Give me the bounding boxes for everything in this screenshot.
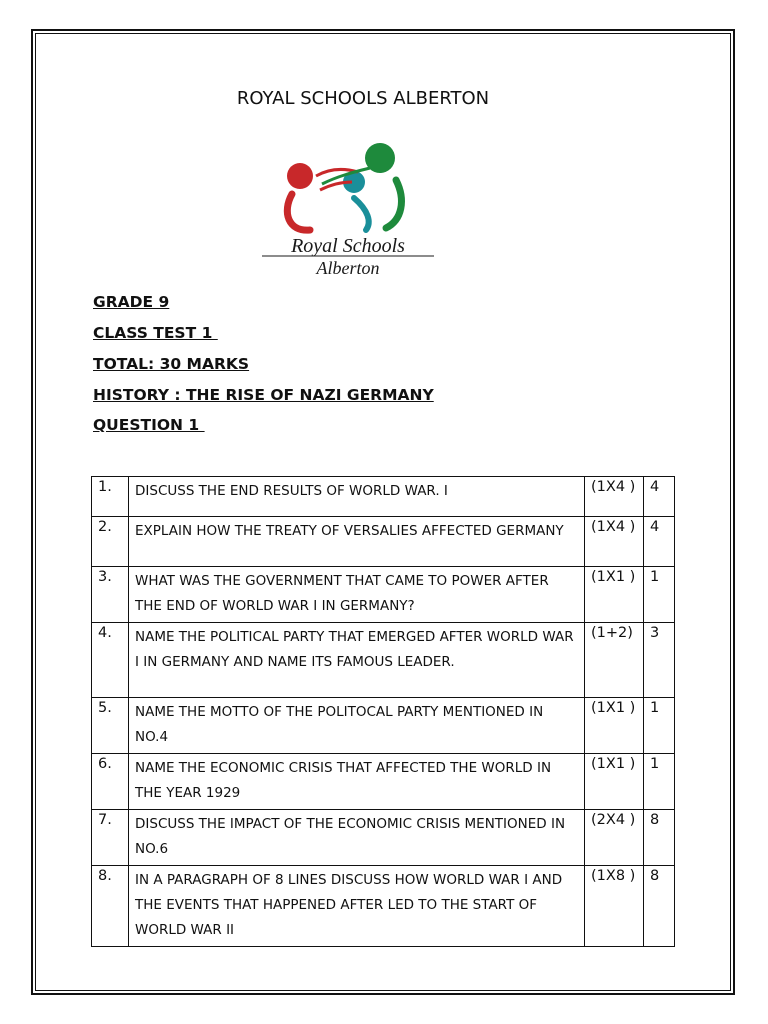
question-text: WHAT WAS THE GOVERNMENT THAT CAME TO POWER AFTER THE END OF WORLD WAR I IN GERMANY? (129, 567, 585, 623)
question-marks: 1 (644, 754, 675, 810)
school-logo (256, 138, 440, 288)
question-row (92, 754, 675, 810)
mark-allocation: (1X1 ) (585, 567, 644, 623)
question-marks: 8 (644, 866, 675, 947)
question-row (92, 866, 675, 947)
question-text: DISCUSS THE END RESULTS OF WORLD WAR. I (129, 477, 585, 517)
grade-heading: GRADE 9 (93, 293, 170, 311)
subject-heading: HISTORY : THE RISE OF NAZI GERMANY (93, 386, 434, 404)
question-number: 2. (92, 517, 129, 567)
mark-allocation: (1X4 ) (585, 517, 644, 567)
question-number: 3. (92, 567, 129, 623)
question-marks: 3 (644, 623, 675, 698)
questions-table (91, 476, 675, 947)
question-number: 5. (92, 698, 129, 754)
mark-allocation: (1X4 ) (585, 477, 644, 517)
logo-text-line2: Alberton (316, 258, 380, 278)
question-row (92, 698, 675, 754)
question-row (92, 810, 675, 866)
mark-allocation: (1X1 ) (585, 754, 644, 810)
question-number: 4. (92, 623, 129, 698)
logo-red-figure-head (287, 163, 313, 189)
question-row (92, 517, 675, 567)
question-marks: 4 (644, 517, 675, 567)
question-number: 7. (92, 810, 129, 866)
test-heading: CLASS TEST 1 (93, 324, 218, 342)
question-number: 8. (92, 866, 129, 947)
question-number: 6. (92, 754, 129, 810)
question-text: NAME THE MOTTO OF THE POLITOCAL PARTY MENTIONED IN NO.4 (129, 698, 585, 754)
logo-green-figure-arc (386, 180, 401, 228)
question-marks: 1 (644, 567, 675, 623)
logo-teal-figure-arc (354, 198, 369, 230)
mark-allocation: (1X1 ) (585, 698, 644, 754)
question-row (92, 623, 675, 698)
mark-allocation: (2X4 ) (585, 810, 644, 866)
question-text: NAME THE ECONOMIC CRISIS THAT AFFECTED THE WORLD IN THE YEAR 1929 (129, 754, 585, 810)
total-heading: TOTAL: 30 MARKS (93, 355, 250, 373)
question-text: DISCUSS THE IMPACT OF THE ECONOMIC CRISIS MENTIONED IN NO.6 (129, 810, 585, 866)
school-title: ROYAL SCHOOLS ALBERTON (236, 88, 490, 109)
logo-red-figure-arc (287, 194, 310, 230)
logo-text-line1: Royal Schools (291, 235, 405, 257)
question-marks: 1 (644, 698, 675, 754)
question-text: IN A PARAGRAPH OF 8 LINES DISCUSS HOW WORLD WAR I AND THE EVENTS THAT HAPPENED AFTER LED TO THE START OF WORLD WAR II (129, 866, 585, 947)
question-marks: 4 (644, 477, 675, 517)
question-row (92, 567, 675, 623)
question-row (92, 477, 675, 517)
question-marks: 8 (644, 810, 675, 866)
question-text: EXPLAIN HOW THE TREATY OF VERSALIES AFFECTED GERMANY (129, 517, 585, 567)
question-heading: QUESTION 1 (93, 416, 205, 434)
mark-allocation: (1+2) (585, 623, 644, 698)
mark-allocation: (1X8 ) (585, 866, 644, 947)
question-text: NAME THE POLITICAL PARTY THAT EMERGED AFTER WORLD WAR I IN GERMANY AND NAME ITS FAMOUS LEADER. (129, 623, 585, 698)
question-number: 1. (92, 477, 129, 517)
